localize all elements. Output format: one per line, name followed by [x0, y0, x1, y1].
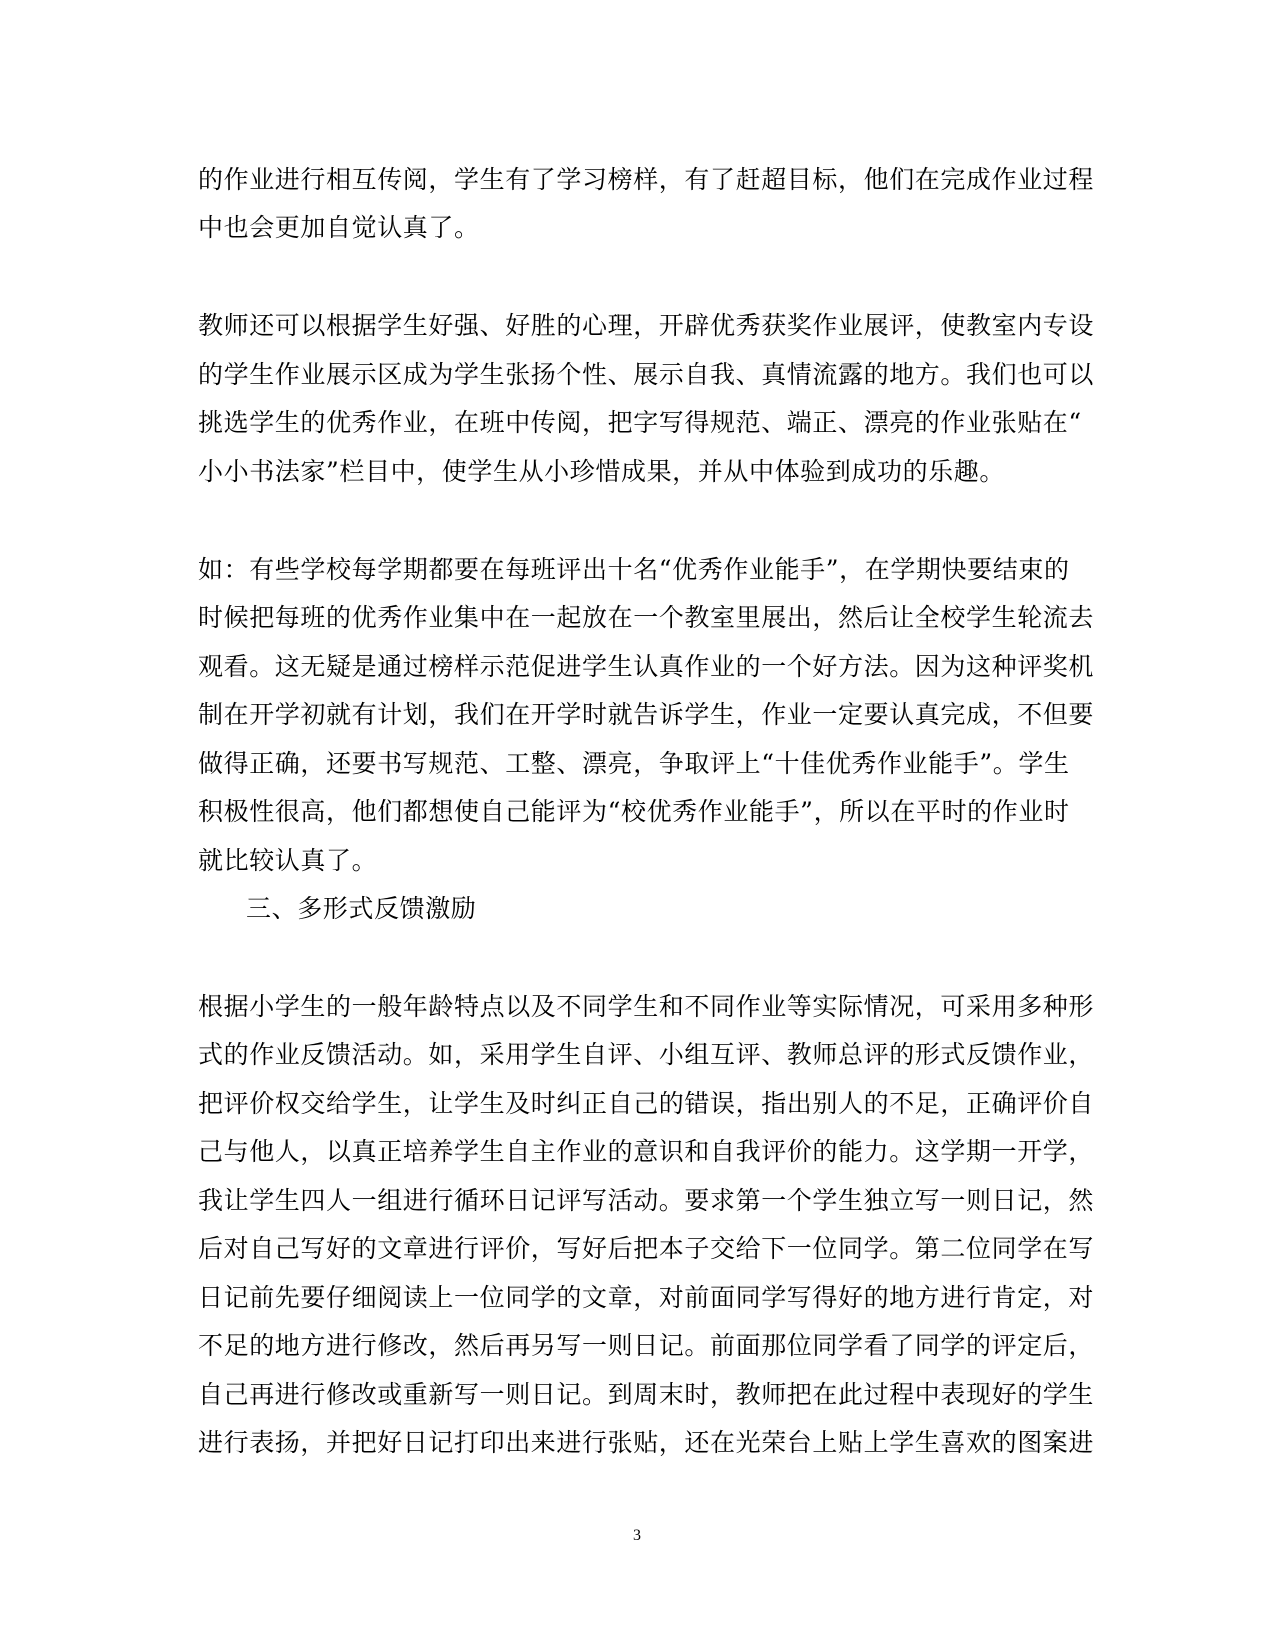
paragraph-line: 积极性很高，他们都想使自己能评为“校优秀作业能手”，所以在平时的作业时 [198, 797, 1070, 826]
paragraph-line: 己与他人，以真正培养学生自主作业的意识和自我评价的能力。这学期一开学， [198, 1137, 1095, 1166]
paragraph-line: 日记前先要仔细阅读上一位同学的文章，对前面同学写得好的地方进行肯定，对 [198, 1283, 1095, 1312]
paragraph-line: 进行表扬，并把好日记打印出来进行张贴，还在光荣台上贴上学生喜欢的图案进 [198, 1428, 1095, 1457]
paragraph-line: 式的作业反馈活动。如，采用学生自评、小组互评、教师总评的形式反馈作业， [198, 1040, 1095, 1069]
paragraph-line: 就比较认真了。 [198, 846, 378, 875]
paragraph-line: 后对自己写好的文章进行评价，写好后把本子交给下一位同学。第二位同学在写 [198, 1234, 1095, 1263]
paragraph-line: 做得正确，还要书写规范、工整、漂亮，争取评上“十佳优秀作业能手”。学生 [198, 749, 1070, 778]
paragraph-line: 的作业进行相互传阅，学生有了学习榜样，有了赶超目标，他们在完成作业过程 [198, 165, 1095, 194]
paragraph-line: 制在开学初就有计划，我们在开学时就告诉学生，作业一定要认真完成，不但要 [198, 700, 1095, 729]
paragraph-line: 不足的地方进行修改，然后再另写一则日记。前面那位同学看了同学的评定后， [198, 1331, 1095, 1360]
section-heading: 三、多形式反馈激励 [246, 894, 477, 923]
paragraph-line: 如：有些学校每学期都要在每班评出十名“优秀作业能手”，在学期快要结束的 [198, 555, 1070, 584]
paragraph-line: 中也会更加自觉认真了。 [198, 213, 480, 242]
paragraph-line: 把评价权交给学生，让学生及时纠正自己的错误，指出别人的不足，正确评价自 [198, 1089, 1095, 1118]
paragraph-line: 挑选学生的优秀作业，在班中传阅，把字写得规范、端正、漂亮的作业张贴在“ [198, 408, 1082, 437]
paragraph-line: 的学生作业展示区成为学生张扬个性、展示自我、真情流露的地方。我们也可以 [198, 360, 1095, 389]
paragraph-line: 自己再进行修改或重新写一则日记。到周末时，教师把在此过程中表现好的学生 [198, 1380, 1095, 1409]
paragraph-line: 时候把每班的优秀作业集中在一起放在一个教室里展出，然后让全校学生轮流去 [198, 603, 1095, 632]
paragraph-line: 教师还可以根据学生好强、好胜的心理，开辟优秀获奖作业展评，使教室内专设 [198, 311, 1095, 340]
paragraph-line: 根据小学生的一般年龄特点以及不同学生和不同作业等实际情况，可采用多种形 [198, 992, 1095, 1021]
page-number: 3 [633, 1527, 641, 1544]
paragraph-line: 小小书法家”栏目中，使学生从小珍惜成果，并从中体验到成功的乐趣。 [198, 457, 1005, 486]
paragraph-line: 我让学生四人一组进行循环日记评写活动。要求第一个学生独立写一则日记，然 [198, 1186, 1095, 1215]
paragraph-line: 观看。这无疑是通过榜样示范促进学生认真作业的一个好方法。因为这种评奖机 [198, 652, 1095, 681]
